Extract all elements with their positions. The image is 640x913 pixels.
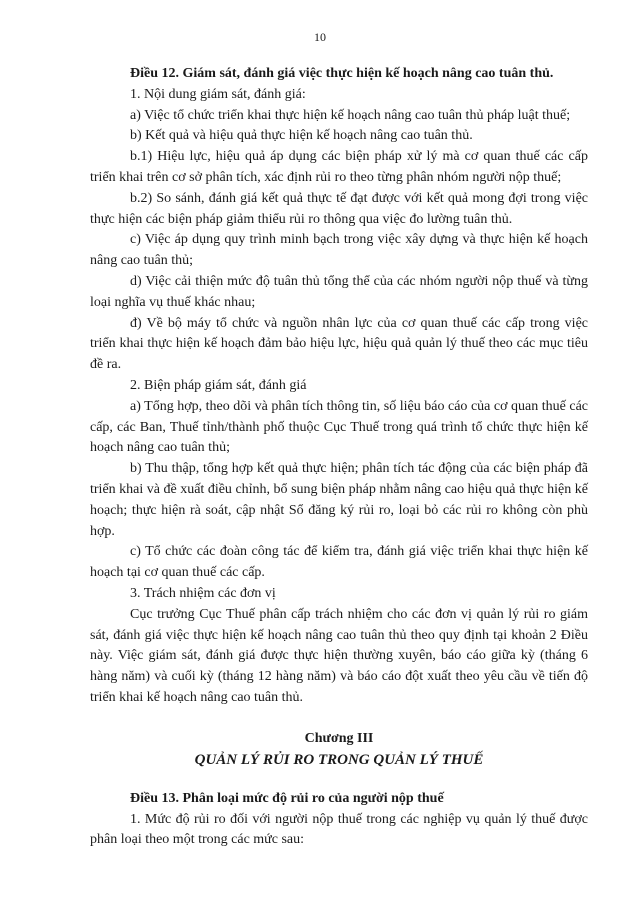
paragraph: 3. Trách nhiệm các đơn vị <box>130 585 276 601</box>
paragraph: b) Thu thập, tổng hợp kết quả thực hiện; phân tích tác động của các biện pháp đã triển khai và đề xuất điều chỉnh, bổ sung biện pháp nhằm nâng cao hiệu quả thực hiện kế hoạch; thực hiện rà soát, cập nhật Sổ đăng ký rủi ro, loại bỏ các rủi ro không còn phù hợp. <box>90 461 588 539</box>
paragraph: a) Tổng hợp, theo dõi và phân tích thông tin, số liệu báo cáo của cơ quan thuế các cấp, các Ban, Thuế tỉnh/thành phố thuộc Cục Thuế trong quá trình tổ chức thực hiện kế hoạch nâng cao tuân thủ; <box>90 398 588 456</box>
paragraph: b) Kết quả và hiệu quả thực hiện kế hoạch nâng cao tuân thủ. <box>130 128 473 144</box>
page-number: 10 <box>314 30 326 44</box>
paragraph: 1. Mức độ rủi ro đối với người nộp thuế trong các nghiệp vụ quản lý thuế được phân loại theo một trong các mức sau: <box>90 811 588 848</box>
paragraph: d) Việc cải thiện mức độ tuân thủ tổng thể của các nhóm người nộp thuế và từng loại nghĩa vụ thuế khác nhau; <box>90 273 588 310</box>
paragraph: 2. Biện pháp giám sát, đánh giá <box>130 377 307 393</box>
paragraph: Cục trưởng Cục Thuế phân cấp trách nhiệm cho các đơn vị quản lý rủi ro giám sát, đánh giá việc thực hiện kế hoạch nâng cao tuân thủ theo quy định tại khoản 2 Điều này. Việc giám sát, đánh giá được thực hiện thường xuyên, báo cáo giữa kỳ (tháng 6 hàng năm) và cuối kỳ (tháng 12 hàng năm) và báo cáo đột xuất theo yêu cầu về tiến độ triển khai kế hoạch nâng cao tuân thủ. <box>90 606 588 705</box>
paragraph: 1. Nội dung giám sát, đánh giá: <box>130 86 306 102</box>
article-12-title: Điều 12. Giám sát, đánh giá việc thực hiện kế hoạch nâng cao tuân thủ. <box>130 66 554 81</box>
paragraph: c) Tổ chức các đoàn công tác để kiểm tra, đánh giá việc triển khai thực hiện kế hoạch tại cơ quan thuế các cấp. <box>90 544 588 581</box>
paragraph: c) Việc áp dụng quy trình minh bạch trong việc xây dựng và thực hiện kế hoạch nâng cao tuân thủ; <box>90 232 588 269</box>
article-13-title: Điều 13. Phân loại mức độ rủi ro của người nộp thuế <box>130 790 444 806</box>
document-body <box>90 64 588 851</box>
paragraph: a) Việc tổ chức triển khai thực hiện kế hoạch nâng cao tuân thủ pháp luật thuế; <box>130 107 571 123</box>
chapter-title: QUẢN LÝ RỦI RO TRONG QUẢN LÝ THUẾ <box>194 751 484 768</box>
chapter-label: Chương III <box>304 730 374 746</box>
chapter-heading <box>90 729 588 771</box>
paragraph: b.1) Hiệu lực, hiệu quả áp dụng các biện pháp xử lý mà cơ quan thuế các cấp triển khai trên cơ sở phân tích, xác định rủi ro theo từng phân nhóm người nộp thuế; <box>90 149 588 185</box>
paragraph: b.2) So sánh, đánh giá kết quả thực tế đạt được với kết quả mong đợi trong việc thực hiện các biện pháp giảm thiểu rủi ro thông qua việc đo lường tuân thủ. <box>90 190 588 227</box>
paragraph: đ) Về bộ máy tổ chức và nguồn nhân lực của cơ quan thuế các cấp trong việc triển khai thực hiện kế hoạch đảm bảo hiệu lực, hiệu quả quản lý thuế theo các mục tiêu đề ra. <box>90 315 588 373</box>
